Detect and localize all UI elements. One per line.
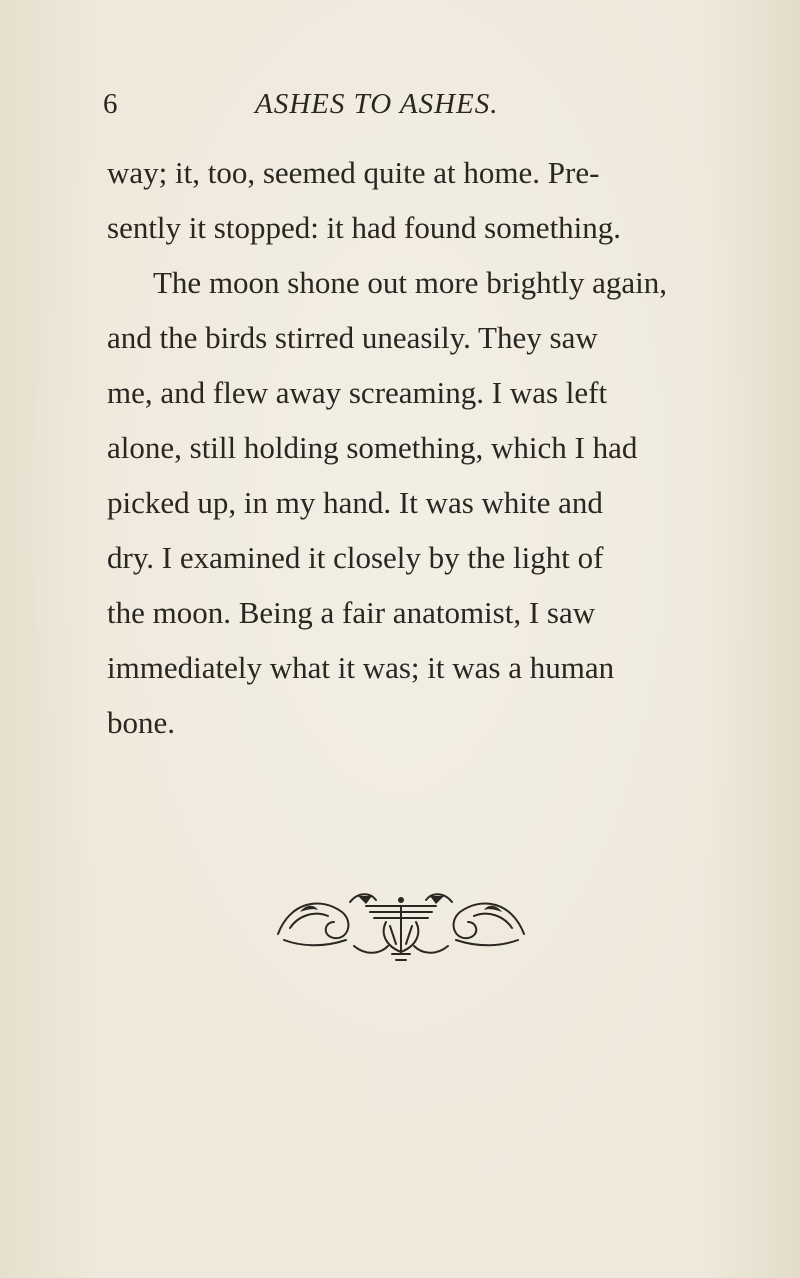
running-title: ASHES TO ASHES.	[255, 88, 499, 120]
decorative-tailpiece-icon	[270, 882, 532, 966]
text-line: the moon. Being a fair anatomist, I saw	[107, 595, 596, 630]
text-line: The moon shone out more brightly again,	[153, 265, 667, 300]
text-line: way; it, too, seemed quite at home. Pre-	[107, 155, 600, 190]
page-header	[103, 84, 703, 124]
text-line: picked up, in my hand. It was white and	[107, 485, 603, 520]
text-line: dry. I examined it closely by the light of	[107, 540, 604, 575]
text-line: me, and flew away screaming. I was left	[107, 375, 608, 410]
text-line: sently it stopped: it had found something.	[107, 210, 622, 245]
text-line: bone.	[107, 705, 176, 740]
text-line: and the birds stirred uneasily. They saw	[107, 320, 598, 355]
text-line: immediately what it was; it was a human	[107, 650, 615, 685]
text-line: alone, still holding something, which I had	[107, 430, 638, 465]
body-text	[107, 145, 707, 750]
page-number: 6	[103, 88, 118, 120]
